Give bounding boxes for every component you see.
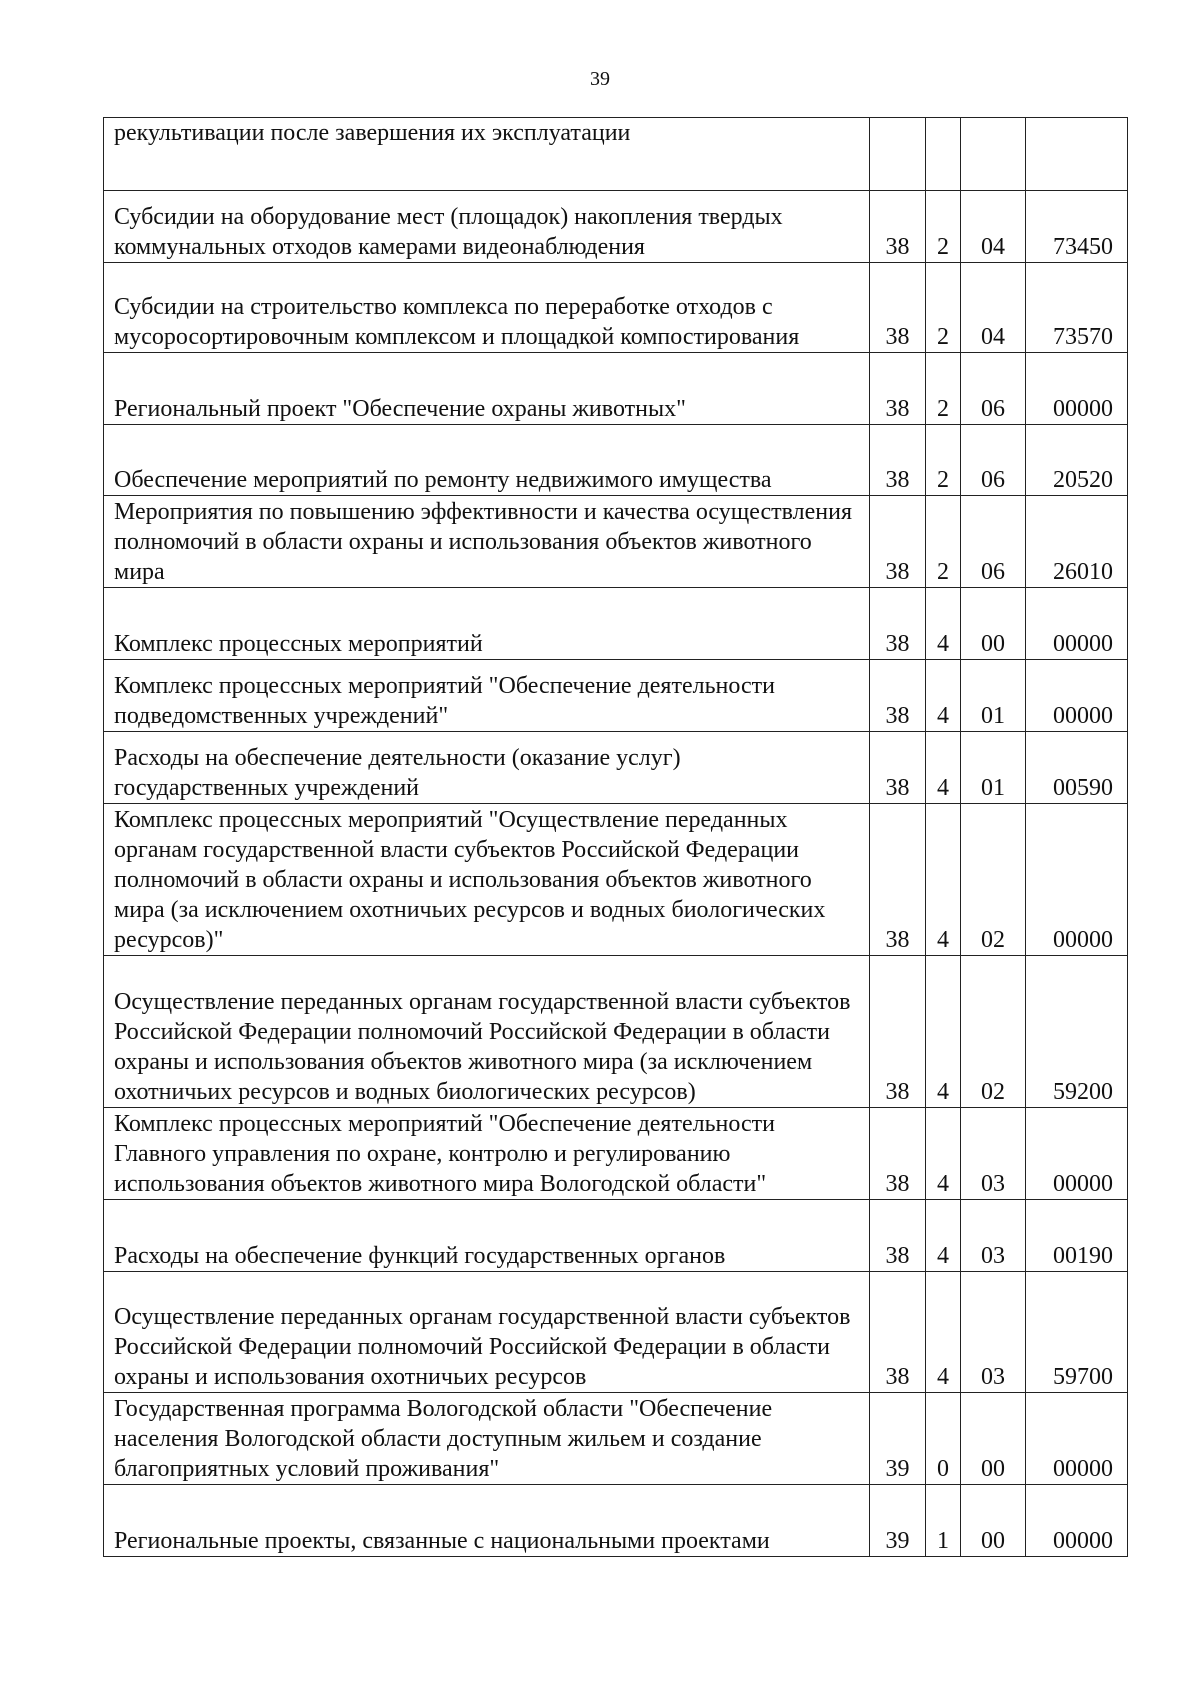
code-program-cell: 38 <box>870 496 926 588</box>
code-subprogram-cell: 1 <box>926 1485 961 1557</box>
code-event-cell: 03 <box>961 1200 1026 1272</box>
code-subprogram-cell: 2 <box>926 263 961 353</box>
code-subprogram-cell: 4 <box>926 804 961 956</box>
row-name-cell: Комплекс процессных мероприятий "Осуществление переданных органам государственной власти субъектов Российской Федерации полномочий в области охраны и использования объектов животного мира (за исключением охотничьих ресурсов и водных биологических ресурсов)" <box>104 804 870 956</box>
table-body <box>104 118 1128 1557</box>
table-row <box>104 1108 1128 1200</box>
table-row <box>104 956 1128 1108</box>
code-direction-cell: 00000 <box>1026 660 1128 732</box>
code-program-cell: 38 <box>870 1108 926 1200</box>
code-subprogram-cell: 2 <box>926 496 961 588</box>
table-row <box>104 263 1128 353</box>
code-subprogram-cell: 2 <box>926 191 961 263</box>
code-event-cell: 03 <box>961 1108 1026 1200</box>
row-name-cell: рекультивации после завершения их эксплуатации <box>104 118 870 191</box>
row-name-cell: Обеспечение мероприятий по ремонту недвижимого имущества <box>104 425 870 496</box>
code-direction-cell: 59700 <box>1026 1272 1128 1393</box>
table-row <box>104 732 1128 804</box>
row-name-cell: Мероприятия по повышению эффективности и качества осуществления полномочий в области охраны и использования объектов животного мира <box>104 496 870 588</box>
code-direction-cell: 73450 <box>1026 191 1128 263</box>
code-event-cell: 04 <box>961 263 1026 353</box>
row-name-cell: Осуществление переданных органам государственной власти субъектов Российской Федерации полномочий Российской Федерации в области охраны и использования охотничьих ресурсов <box>104 1272 870 1393</box>
code-program-cell: 38 <box>870 263 926 353</box>
row-name-cell: Субсидии на строительство комплекса по переработке отходов с мусоросортировочным комплексом и площадкой компостирования <box>104 263 870 353</box>
code-event-cell: 06 <box>961 496 1026 588</box>
code-program-cell: 38 <box>870 353 926 425</box>
row-name-cell: Расходы на обеспечение деятельности (оказание услуг) государственных учреждений <box>104 732 870 804</box>
code-event-cell <box>961 118 1026 191</box>
code-subprogram-cell: 4 <box>926 956 961 1108</box>
code-direction-cell <box>1026 118 1128 191</box>
table-row <box>104 425 1128 496</box>
code-program-cell: 38 <box>870 191 926 263</box>
row-name-cell: Расходы на обеспечение функций государственных органов <box>104 1200 870 1272</box>
row-name-cell: Региональный проект "Обеспечение охраны животных" <box>104 353 870 425</box>
page-number: 39 <box>590 68 610 90</box>
code-subprogram-cell: 2 <box>926 425 961 496</box>
row-name-cell: Комплекс процессных мероприятий "Обеспечение деятельности подведомственных учреждений" <box>104 660 870 732</box>
row-name-cell: Осуществление переданных органам государственной власти субъектов Российской Федерации полномочий Российской Федерации в области охраны и использования объектов животного мира (за исключением охотничьих ресурсов и водных биологических ресурсов) <box>104 956 870 1108</box>
table-row <box>104 118 1128 191</box>
code-direction-cell: 00000 <box>1026 804 1128 956</box>
code-program-cell: 38 <box>870 660 926 732</box>
code-program-cell: 38 <box>870 425 926 496</box>
code-program-cell: 38 <box>870 588 926 660</box>
code-subprogram-cell: 4 <box>926 1200 961 1272</box>
table-row <box>104 496 1128 588</box>
code-event-cell: 01 <box>961 660 1026 732</box>
budget-table <box>103 117 1128 1557</box>
code-event-cell: 03 <box>961 1272 1026 1393</box>
code-program-cell: 39 <box>870 1393 926 1485</box>
code-subprogram-cell: 4 <box>926 660 961 732</box>
code-direction-cell: 20520 <box>1026 425 1128 496</box>
row-name-cell: Государственная программа Вологодской области "Обеспечение населения Вологодской области доступным жильем и создание благоприятных условий проживания" <box>104 1393 870 1485</box>
code-event-cell: 00 <box>961 1393 1026 1485</box>
code-direction-cell: 00000 <box>1026 1393 1128 1485</box>
code-direction-cell: 59200 <box>1026 956 1128 1108</box>
code-event-cell: 04 <box>961 191 1026 263</box>
table-row <box>104 660 1128 732</box>
code-direction-cell: 00590 <box>1026 732 1128 804</box>
row-name-cell: Комплекс процессных мероприятий "Обеспечение деятельности Главного управления по охране, контролю и регулированию использования объектов животного мира Вологодской области" <box>104 1108 870 1200</box>
code-subprogram-cell: 2 <box>926 353 961 425</box>
code-program-cell: 38 <box>870 1272 926 1393</box>
row-name-cell: Региональные проекты, связанные с национальными проектами <box>104 1485 870 1557</box>
row-name-cell: Субсидии на оборудование мест (площадок) накопления твердых коммунальных отходов камерами видеонаблюдения <box>104 191 870 263</box>
row-name-cell: Комплекс процессных мероприятий <box>104 588 870 660</box>
code-event-cell: 06 <box>961 353 1026 425</box>
table-row <box>104 353 1128 425</box>
code-subprogram-cell <box>926 118 961 191</box>
table-row <box>104 1393 1128 1485</box>
code-direction-cell: 00000 <box>1026 353 1128 425</box>
code-event-cell: 02 <box>961 804 1026 956</box>
table-row <box>104 1200 1128 1272</box>
code-event-cell: 02 <box>961 956 1026 1108</box>
table-row <box>104 191 1128 263</box>
code-subprogram-cell: 4 <box>926 732 961 804</box>
table-row <box>104 804 1128 956</box>
code-direction-cell: 73570 <box>1026 263 1128 353</box>
code-subprogram-cell: 4 <box>926 1108 961 1200</box>
code-direction-cell: 00190 <box>1026 1200 1128 1272</box>
code-direction-cell: 00000 <box>1026 1108 1128 1200</box>
code-program-cell: 38 <box>870 804 926 956</box>
code-subprogram-cell: 4 <box>926 588 961 660</box>
code-program-cell: 38 <box>870 956 926 1108</box>
code-event-cell: 01 <box>961 732 1026 804</box>
code-subprogram-cell: 0 <box>926 1393 961 1485</box>
code-subprogram-cell: 4 <box>926 1272 961 1393</box>
code-program-cell: 38 <box>870 732 926 804</box>
table-row <box>104 1485 1128 1557</box>
code-program-cell: 39 <box>870 1485 926 1557</box>
code-program-cell <box>870 118 926 191</box>
code-direction-cell: 00000 <box>1026 588 1128 660</box>
table-row <box>104 588 1128 660</box>
code-program-cell: 38 <box>870 1200 926 1272</box>
code-event-cell: 00 <box>961 1485 1026 1557</box>
code-direction-cell: 00000 <box>1026 1485 1128 1557</box>
code-direction-cell: 26010 <box>1026 496 1128 588</box>
table-row <box>104 1272 1128 1393</box>
code-event-cell: 06 <box>961 425 1026 496</box>
code-event-cell: 00 <box>961 588 1026 660</box>
